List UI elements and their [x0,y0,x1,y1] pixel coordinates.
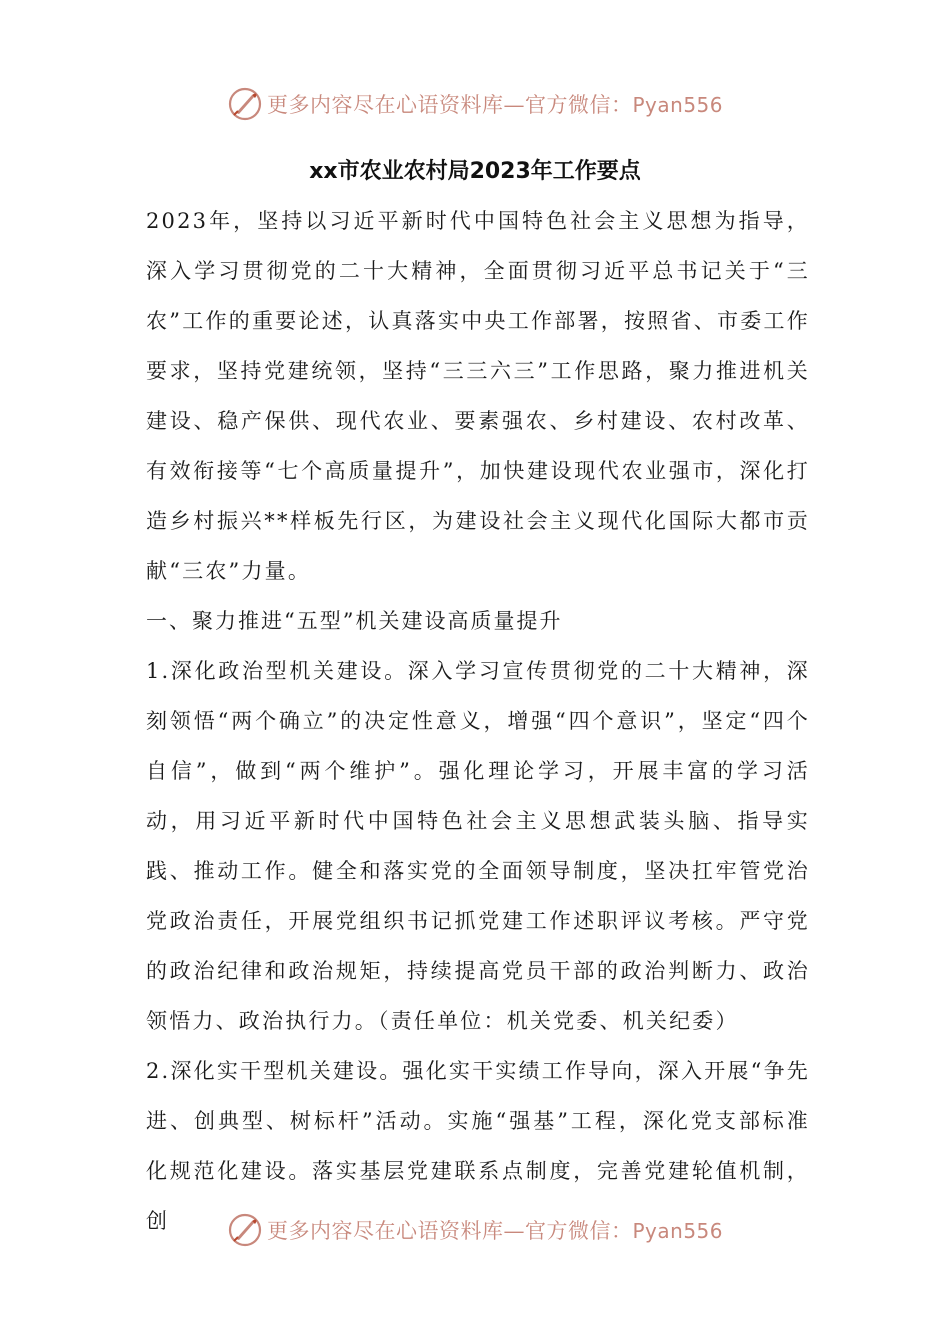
watermark-label: 更多内容尽在心语资料库—官方微信： [266,93,633,117]
document-title: xx市农业农村局2023年工作要点 [309,159,641,184]
section-1-heading: 一、聚力推进“五型”机关建设高质量提升 [146,609,563,633]
item-1-paragraph: 1.深化政治型机关建设。深入学习宣传贯彻党的二十大精神，深刻领悟“两个确立”的决定性意义，增强“四个意识”，坚定“四个自信”，做到“两个维护”。强化理论学习，开展丰富的学习活动，用习近平新时代中国特色社会主义思想武装头脑、指导实践、推动工作。健全和落实党的全面领导制度，坚决扛牢管党治党政治责任，开展党组织书记抓党建工作述职评议考核。严守党的政治纪律和政治规矩，持续提高党员干部的政治判断力、政治领悟力、政治执行力。（责任单位：机关党委、机关纪委） [146,659,810,1033]
watermark-wechat-id: Pyan556 [632,93,723,117]
intro-paragraph: 2023年，坚持以习近平新时代中国特色社会主义思想为指导，深入学习贯彻党的二十大精神，全面贯彻习近平总书记关于“三农”工作的重要论述，认真落实中央工作部署，按照省、市委工作要求，坚持党建统领，坚持“三三六三”工作思路，聚力推进机关建设、稳产保供、现代农业、要素强农、乡村建设、农村改革、有效衔接等“七个高质量提升”，加快建设现代农业强市，深化打造乡村振兴**样板先行区，为建设社会主义现代化国际大都市贡献“三农”力量。 [146,209,810,583]
watermark-text [267,1215,723,1245]
document-body [146,196,810,1246]
watermark-label: 更多内容尽在心语资料库—官方微信： [266,1219,633,1243]
item-2-paragraph: 2.深化实干型机关建设。强化实干实绩工作导向，深入开展“争先进、创典型、树标杆”活动。实施“强基”工程，深化党支部标准化规范化建设。落实基层党建联系点制度，完善党建轮值机制，创 [146,1059,810,1233]
watermark-wechat-id: Pyan556 [632,1219,723,1243]
watermark-text [267,89,723,119]
footer-watermark-banner [0,1208,950,1252]
header-watermark-banner [0,82,950,126]
quill-logo-icon [227,1212,263,1248]
quill-logo-icon [227,86,263,122]
